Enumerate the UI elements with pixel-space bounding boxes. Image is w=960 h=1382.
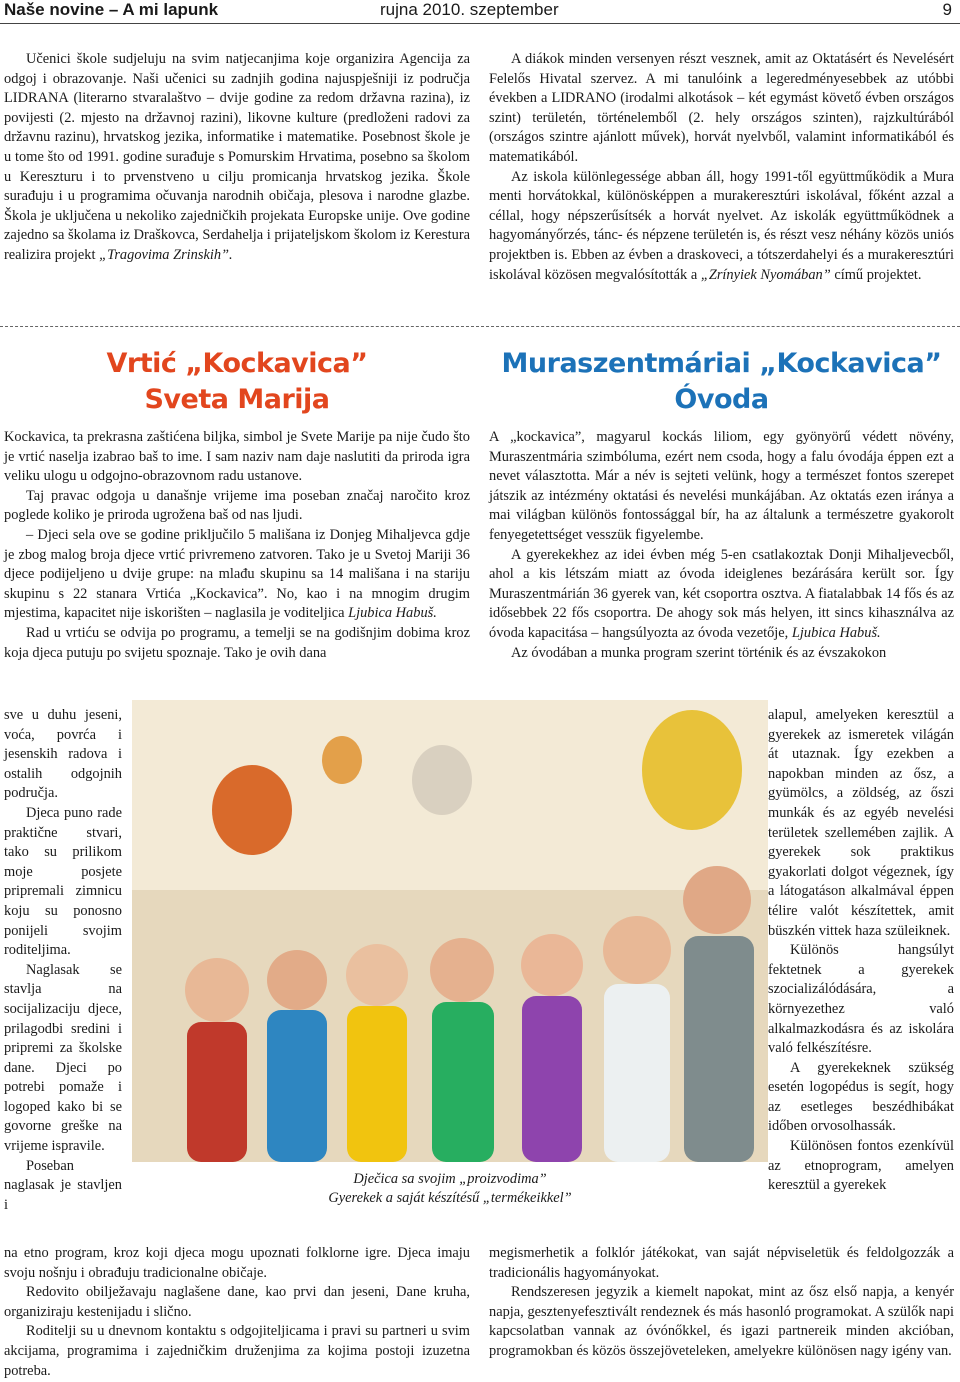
- croatian-article-narrow: [4, 706, 122, 1215]
- article-paragraph: sve u duhu jeseni, voća, povrća i jesenskih radova i ostalih odgojnih područja.: [4, 707, 122, 802]
- top-right-column: [489, 50, 954, 285]
- top-left-paragraph: Učenici škole sudjeluju na svim natjecanjima koje organizira Agencija za odgoj i obrazovanje. Naši učenici su zadnjih godina najuspješniji iz područja LIDRANA (literarno stvaralaštvo – dvije godine za redom državna razina), iz povijesti (2. mjesto na državnoj razini), likovne kulture (predloženi radovi za državnu razinu), hrvatskog jezika, informatike i matematike. Posebnost škole je u tome što od 1991. godine surađuje s Pomurskim Hrvatima, posebno sa školom u Kereszturu i to prvenstveno u cilju promicanja hrvatskog jezika. Škole surađuju i u programima očuvanja narodnih običaja, plesova i narodne glazbe. Škola je uključena u nekoliko zajedničkih projekata Europske unije. Ove godine zajedno sa školama iz Draškovca, Serdahelja i prijateljskom školom iz Kerestura realizira projekt „Tragovima Zrinskih”.: [4, 51, 470, 263]
- article-paragraph: Naglasak se stavlja na socijalizaciju djece, prilagodbi sredini i pripremi za školske dane. Djeci po potrebi pomaže i logoped kako bi se govorne greške na vrijeme ispravile.: [4, 961, 122, 1155]
- croatian-article-title: Vrtić „Kockavica” Sveta Marija: [106, 348, 368, 415]
- group-photo: [132, 700, 768, 1162]
- page-number: 9: [942, 0, 952, 19]
- article-paragraph: Rad u vrtiću se odvija po programu, a temelji se na godišnjim dobima kroz koja djeca putuju po svijetu spoznaje. Tako je ovih dana: [4, 624, 470, 661]
- photo-caption-hungarian: Gyerekek a saját készítésű „termékeikkel”: [328, 1190, 572, 1206]
- section-divider: [0, 326, 960, 327]
- hungarian-article-bottom: [489, 1244, 954, 1362]
- hungarian-article-title: Muraszentmáriai „Kockavica” Óvoda: [501, 348, 942, 415]
- publication-title: Naše novine – A mi lapunk: [4, 0, 219, 19]
- top-right-paragraph-1: A diákok minden versenyen részt vesznek, amit az Oktatásért és Nevelésért Felelős Hivatal szervez. A mi tanulóink a legeredményesebbek az utóbbi években a LIDRANO (irodalmi alkotások – két egymást követő évben országos szint) területén, történelemből (2. hely országos szinten), rajzkultúrából (országos szintre ajánlott művek), horvát nyelvből, valamint informatikából és matematikából.: [489, 51, 954, 165]
- croatian-article-top: [4, 428, 470, 663]
- article-paragraph: Redovito obilježavaju naglašene dane, kao prvi dan jeseni, Dane kruha, organiziraju kestenijadu i slično.: [4, 1284, 470, 1320]
- article-paragraph: Különösen fontos ezenkívül az etnoprogram, amelyen keresztül a gyerekek: [768, 1138, 954, 1194]
- top-right-paragraph-2: Az iskola különlegessége abban áll, hogy 1991-től együttműködik a Mura menti horvátokkal, különösképpen a murakeresztúri iskolával, főként azzal a céllal, hogy népszerűsítsék a horvát nyelvet. Az iskolák együttműködnek a hagyományőrzés, tánc- és népzene területén is, és részt vesz néhány közös uniós projektben is. Ebben az évben a draskoveci, a tótszerdahelyi és a murakeresztúri iskolával közösen megvalósították a „Zrínyiek Nyomában” című projektet.: [489, 168, 954, 283]
- article-paragraph: na etno program, kroz koji djeca mogu upoznati folklorne igre. Djeca imaju svoju nošnju i obrađuju tradicionalne običaje.: [4, 1245, 470, 1281]
- article-paragraph: Poseban naglasak je stavljen i: [4, 1157, 122, 1213]
- article-paragraph: Taj pravac odgoja u današnje vrijeme ima poseban značaj naročito kroz poglede koliko je priroda ugrožena baš od nas ljudi.: [4, 487, 470, 524]
- hungarian-article-top: [489, 428, 954, 663]
- group-photo-illustration: [132, 700, 768, 1162]
- article-paragraph: A gyerekekhez az idei évben még 5-en csatlakoztak Donji Mihaljevecből, ahol a kis létszám miatt az óvoda ideiglenes bezárására került sor. Így Muraszentmárián 36 gyerek van, két csoportra osztva. A fiatalabbak 14 fős és az idősebbek 22 fős csoportra. De ahogy sok más helyen, itt sincs kihasználva az óvoda kapacitása – hangsúlyozta az óvoda vezetője, Ljubica Habuš.: [489, 546, 954, 641]
- header-rule: [0, 23, 960, 24]
- article-paragraph: A gyerekeknek szükség esetén logopédus is segít, hogy az esetleges beszédhibákat időben orvosolhassák.: [768, 1059, 954, 1135]
- article-paragraph: Kockavica, ta prekrasna zaštićena biljka, simbol je Svete Marije pa nije čudo što je vrtić naselja izabrao baš to ime. I sam naziv nam daje naslutiti da priroda igra veliku ulogu u odgojno-obrazovnom radu ustanove.: [4, 429, 470, 485]
- article-paragraph: Az óvodában a munka program szerint történik és az évszakokon: [511, 644, 887, 661]
- page-header: [0, 0, 960, 22]
- article-paragraph: Különös hangsúlyt fektetnek a gyerekek szocializálódására, a környezethez való alkalmazkodásra és az iskolára való felkészítésre.: [768, 942, 954, 1057]
- article-paragraph: alapul, amelyeken keresztül a gyerekek az ismeretek világán át utaznak. Így ezekben a napokban minden az ősz, a gyümölcs, a zöldség, az őszi munkák és az egyéb nevelési területek szellemében zajlik. A gyerekek sok praktikus gyakorlati dolgot végeznek, így a látogatáson alkalmával éppen télire valót készítettek, amit büszkén vittek haza szüleiknek.: [768, 707, 954, 939]
- hungarian-article-narrow: [768, 706, 954, 1196]
- article-paragraph: Djeca puno rade praktične stvari, tako su prilikom moje posjete pripremali zimnicu koju su ponosno ponijeli svojim roditeljima.: [4, 804, 122, 959]
- croatian-article-bottom: [4, 1244, 470, 1381]
- article-paragraph: Rendszeresen jegyzik a kiemelt napokat, mint az ősz első napja, a kenyér napja, gesztenyefesztivált rendeznek és más hasonló programokat. A szülők napi kapcsolatban vannak az óvónőkkel, és igazi partnereik minden akcióban, programokban és közös összejöveteleken, amelyekre különösen nagy igény van.: [489, 1284, 954, 1359]
- issue-date: rujna 2010. szeptember: [380, 0, 559, 19]
- photo-caption-croatian: Dječica sa svojim „proizvodima”: [353, 1171, 547, 1187]
- article-paragraph: – Djeci sela ove se godine priključilo 5 mališana iz Donjeg Mihaljevca gdje je zbog malog broja djece vrtić privremeno zatvoren. Tako je u Svetoj Mariji 36 djece podijeljeno u dvije grupe: na mlađu skupinu sa 14 mališana i na stariju skupinu s 22 stanara Vrtića „Kockavica”. No, kao i na mnogim drugim mjestima, kapacitet nije iskorišten – naglasila je voditeljica Ljubica Habuš.: [4, 526, 470, 622]
- article-paragraph: megismerhetik a folklór játékokat, van saját népviseletük és feldolgozzák a tradicionális hagyományokat.: [489, 1245, 954, 1281]
- top-left-column: [4, 50, 470, 266]
- article-paragraph: Roditelji su u dnevnom kontaktu s odgojiteljicama i pravi su partneri u svim akcijama, programima i zajedničkim druženjima za kojima postoji izuzetna potreba.: [4, 1323, 470, 1379]
- photo-caption: [290, 1170, 610, 1208]
- article-paragraph: A „kockavica”, magyarul kockás liliom, egy gyönyörű védett növény, Muraszentmária szimbóluma, ezért nem csoda, hogy a falu óvodája éppen ezt a nevet választotta. Már a név is sejteti velünk, hogy a természet fontos szerepet játszik az intézmény oktatási és nevelési munkájában. Az oktatás ezen iránya a mai világban különös fontossággal bír, ha az általunk a természetre gyakorolt fenyegetettséget vesszük figyelembe.: [489, 429, 954, 543]
